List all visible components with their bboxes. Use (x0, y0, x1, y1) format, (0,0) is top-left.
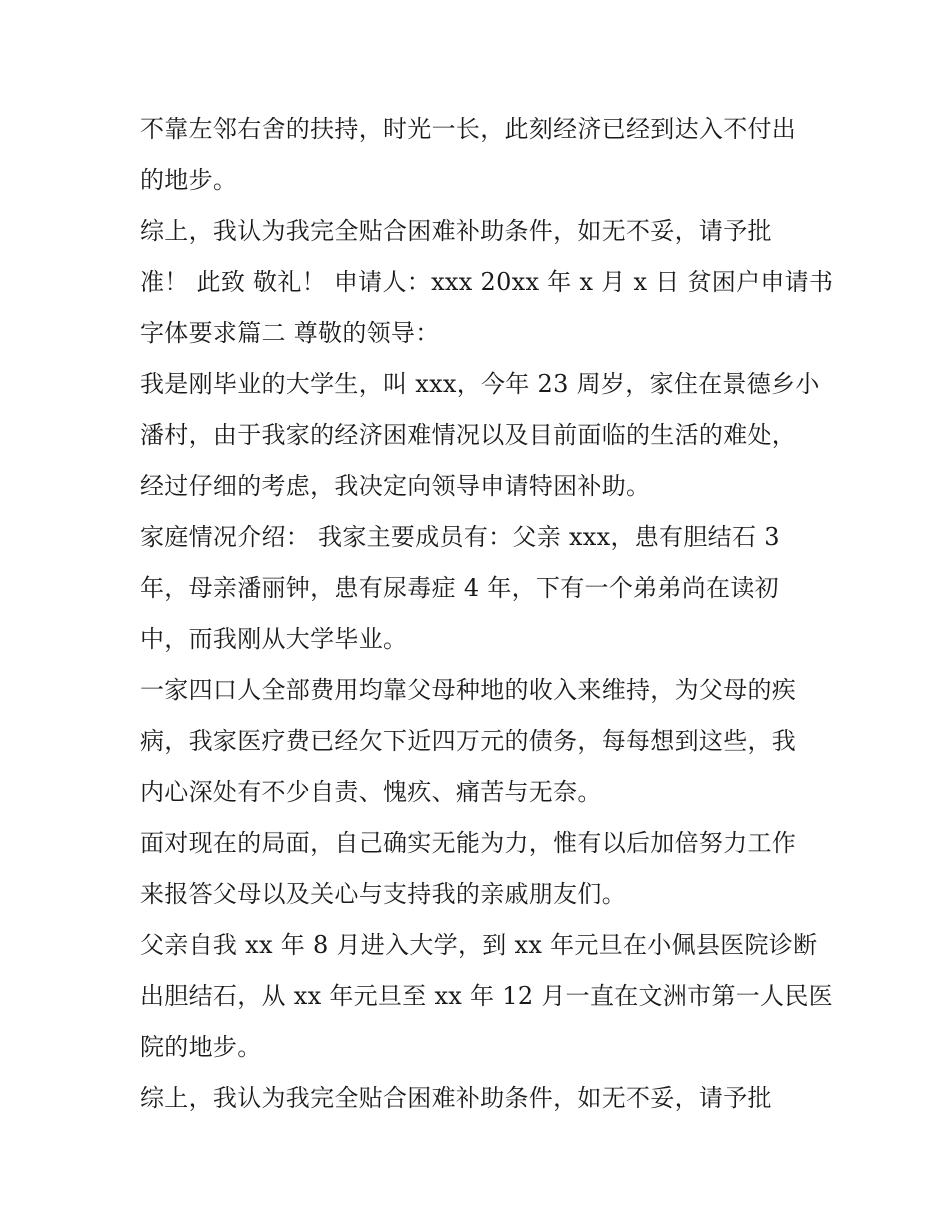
text-line: 来报答父母以及关心与支持我的亲戚朋友们。 (140, 880, 626, 908)
text-line: 父亲自我 xx 年 8 月进入大学，到 xx 年元旦在小佩县医院诊断 (140, 931, 818, 959)
document-body (140, 104, 834, 1124)
text-line: 一家四口人全部费用均靠父母种地的收入来维持，为父母的疾 (140, 676, 797, 704)
text-line: 年，母亲潘丽钟，患有尿毒症 4 年，下有一个弟弟尚在读初 (140, 574, 779, 602)
text-line: 潘村，由于我家的经济困难情况以及目前面临的生活的难处， (140, 421, 797, 449)
text-line: 的地步。 (140, 166, 238, 194)
text-line: 病，我家医疗费已经欠下近四万元的债务，每每想到这些，我 (140, 727, 797, 755)
text-line: 我是刚毕业的大学生，叫 xxx，今年 23 周岁，家住在景德乡小 (140, 370, 820, 398)
text-line: 不靠左邻右舍的扶持，时光一长，此刻经济已经到达入不付出 (140, 115, 797, 143)
text-line: 综上，我认为我完全贴合困难补助条件，如无不妥，请予批 (140, 1084, 772, 1112)
text-line: 综上，我认为我完全贴合困难补助条件，如无不妥，请予批 (140, 217, 772, 245)
text-line: 面对现在的局面，自己确实无能为力，惟有以后加倍努力工作 (140, 829, 797, 857)
text-line: 中，而我刚从大学毕业。 (140, 625, 408, 653)
text-line: 经过仔细的考虑，我决定向领导申请特困补助。 (140, 472, 651, 500)
text-line: 出胆结石，从 xx 年元旦至 xx 年 12 月一直在文洲市第一人民医 (140, 982, 833, 1010)
text-line: 院的地步。 (140, 1033, 262, 1061)
text-line: 字体要求篇二 尊敬的领导： (140, 319, 440, 347)
text-line: 内心深处有不少自责、愧疚、痛苦与无奈。 (140, 778, 602, 806)
text-line: 家庭情况介绍： 我家主要成员有：父亲 xxx，患有胆结石 3 (140, 523, 780, 551)
text-line: 准！ 此致 敬礼！ 申请人：xxx 20xx 年 x 月 x 日 贫困户申请书 (140, 268, 834, 296)
